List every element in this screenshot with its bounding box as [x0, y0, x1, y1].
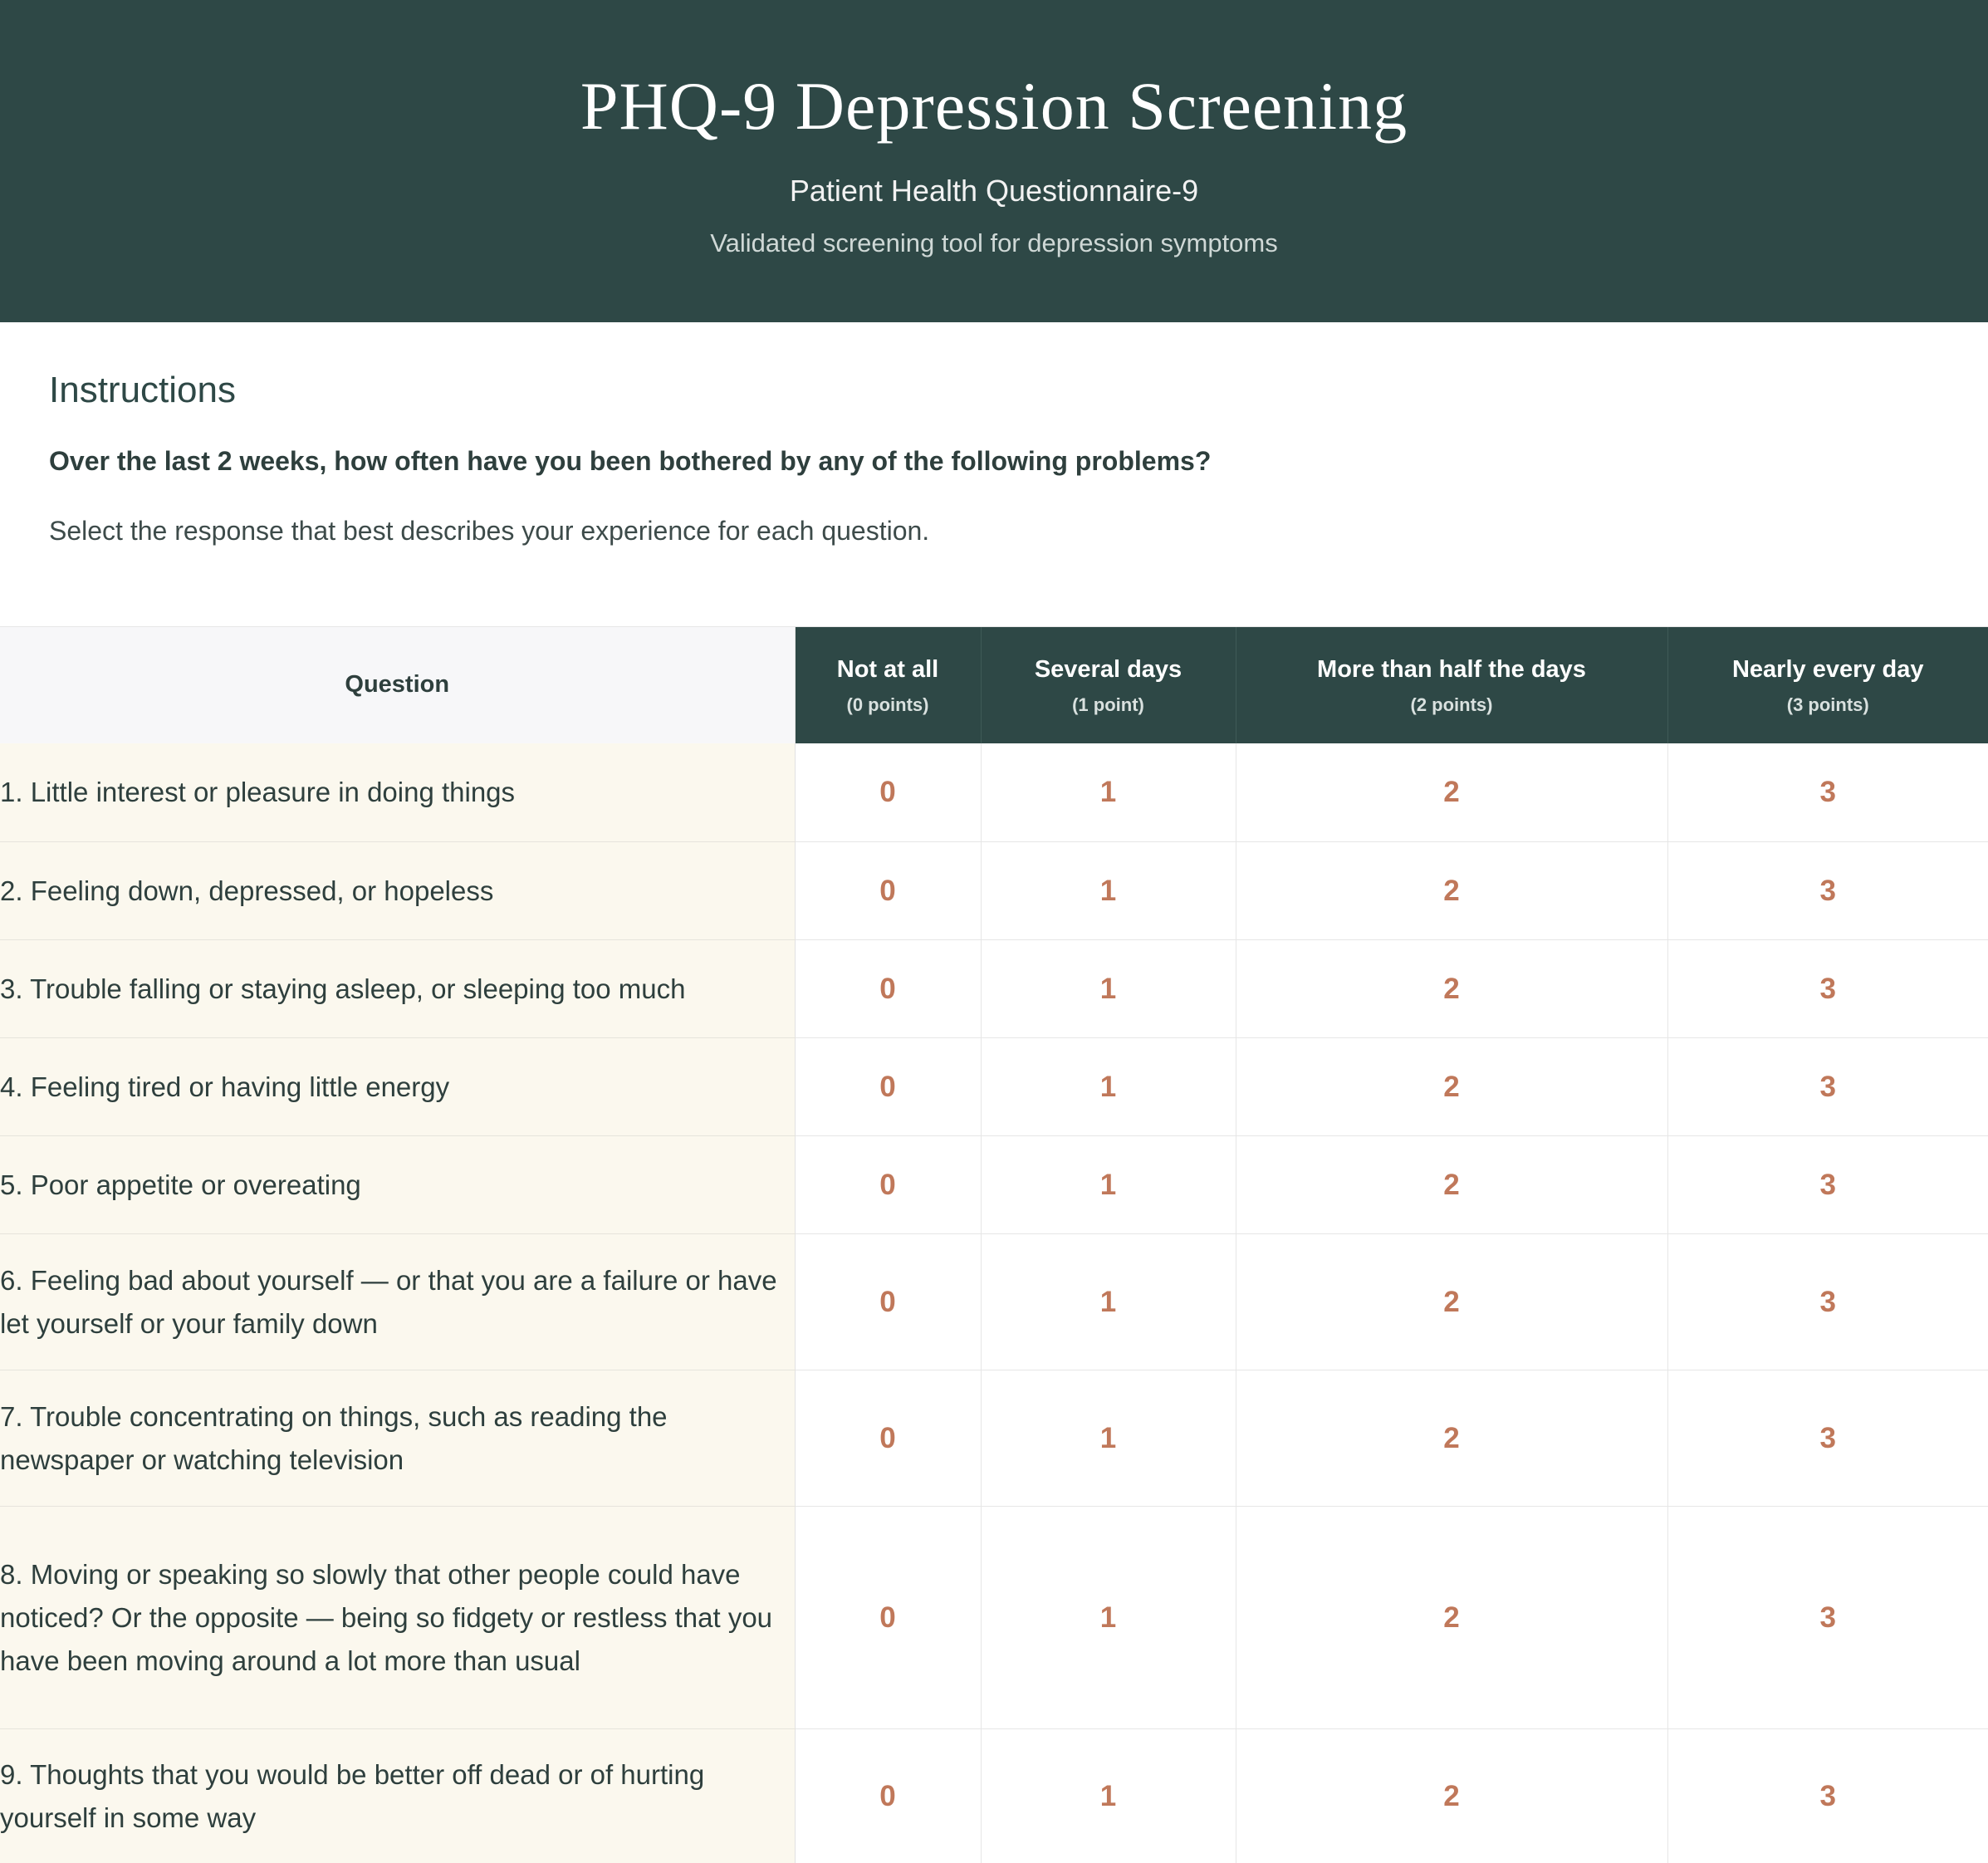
question-text: 7. Trouble concentrating on things, such as reading the newspaper or watching television	[0, 1370, 795, 1507]
option-points: (2 points)	[1410, 694, 1493, 715]
option-points: (0 points)	[846, 694, 929, 715]
score-option-1[interactable]: 1	[981, 743, 1236, 842]
score-option-3[interactable]: 3	[1667, 1136, 1988, 1234]
score-option-3[interactable]: 3	[1667, 1729, 1988, 1863]
phq9-table	[0, 626, 1988, 1863]
score-option-0[interactable]: 0	[795, 1507, 981, 1729]
option-label: Not at all	[836, 655, 939, 683]
score-option-2[interactable]: 2	[1236, 1136, 1667, 1234]
score-option-2[interactable]: 2	[1236, 1729, 1667, 1863]
score-option-0[interactable]: 0	[795, 842, 981, 940]
page-subtitle: Patient Health Questionnaire-9	[789, 174, 1199, 208]
score-option-3[interactable]: 3	[1667, 1370, 1988, 1507]
score-option-3[interactable]: 3	[1667, 1507, 1988, 1729]
score-option-2[interactable]: 2	[1236, 1507, 1667, 1729]
score-option-0[interactable]: 0	[795, 1729, 981, 1863]
score-option-2[interactable]: 2	[1236, 1234, 1667, 1370]
question-text: 2. Feeling down, depressed, or hopeless	[0, 842, 795, 940]
page-tagline: Validated screening tool for depression symptoms	[710, 228, 1278, 257]
option-header-several-days	[981, 627, 1236, 743]
option-points: (3 points)	[1786, 694, 1869, 715]
question-text: 1. Little interest or pleasure in doing things	[0, 743, 795, 842]
option-label: More than half the days	[1317, 655, 1586, 683]
score-option-0[interactable]: 0	[795, 1136, 981, 1234]
score-option-1[interactable]: 1	[981, 1370, 1236, 1507]
page-header	[0, 0, 1988, 322]
question-row	[0, 842, 1988, 940]
question-column-header: Question	[0, 627, 795, 743]
question-row	[0, 743, 1988, 842]
instructions-note: Select the response that best describes your experience for each question.	[49, 516, 930, 546]
score-option-0[interactable]: 0	[795, 1234, 981, 1370]
option-label: Several days	[1034, 655, 1183, 683]
score-option-1[interactable]: 1	[981, 1234, 1236, 1370]
score-option-2[interactable]: 2	[1236, 842, 1667, 940]
question-row	[0, 1370, 1988, 1507]
instructions-section	[0, 322, 1988, 626]
option-header-not-at-all	[795, 627, 981, 743]
score-option-1[interactable]: 1	[981, 1729, 1236, 1863]
instructions-lead: Over the last 2 weeks, how often have you been bothered by any of the following problems?	[49, 446, 1212, 476]
score-option-1[interactable]: 1	[981, 1507, 1236, 1729]
question-row	[0, 940, 1988, 1038]
score-option-1[interactable]: 1	[981, 1136, 1236, 1234]
score-option-0[interactable]: 0	[795, 743, 981, 842]
option-header-more-than-half	[1236, 627, 1667, 743]
score-option-2[interactable]: 2	[1236, 743, 1667, 842]
score-option-2[interactable]: 2	[1236, 940, 1667, 1038]
option-points: (1 point)	[1072, 694, 1144, 715]
score-option-0[interactable]: 0	[795, 1370, 981, 1507]
question-text: 5. Poor appetite or overeating	[0, 1136, 795, 1234]
score-option-0[interactable]: 0	[795, 1038, 981, 1136]
question-row	[0, 1234, 1988, 1370]
page-title: PHQ-9 Depression Screening	[580, 68, 1408, 144]
score-option-3[interactable]: 3	[1667, 1234, 1988, 1370]
question-text: 3. Trouble falling or staying asleep, or sleeping too much	[0, 940, 795, 1038]
score-option-0[interactable]: 0	[795, 940, 981, 1038]
score-option-2[interactable]: 2	[1236, 1038, 1667, 1136]
question-text: 8. Moving or speaking so slowly that other people could have noticed? Or the opposite — being so fidgety or restless that you have been moving around a lot more than usual	[0, 1507, 795, 1729]
score-option-1[interactable]: 1	[981, 842, 1236, 940]
option-header-nearly-every-day	[1667, 627, 1988, 743]
score-option-3[interactable]: 3	[1667, 842, 1988, 940]
question-row	[0, 1507, 1988, 1729]
table-header-row	[0, 627, 1988, 743]
score-option-1[interactable]: 1	[981, 940, 1236, 1038]
question-text: 6. Feeling bad about yourself — or that you are a failure or have let yourself or your family down	[0, 1234, 795, 1370]
option-label: Nearly every day	[1731, 655, 1924, 683]
question-row	[0, 1136, 1988, 1234]
score-option-3[interactable]: 3	[1667, 1038, 1988, 1136]
question-text: 4. Feeling tired or having little energy	[0, 1038, 795, 1136]
score-option-1[interactable]: 1	[981, 1038, 1236, 1136]
score-option-3[interactable]: 3	[1667, 940, 1988, 1038]
question-row	[0, 1038, 1988, 1136]
question-text: 9. Thoughts that you would be better off dead or of hurting yourself in some way	[0, 1729, 795, 1863]
score-option-2[interactable]: 2	[1236, 1370, 1667, 1507]
question-row	[0, 1729, 1988, 1863]
instructions-heading: Instructions	[49, 370, 236, 410]
score-option-3[interactable]: 3	[1667, 743, 1988, 842]
